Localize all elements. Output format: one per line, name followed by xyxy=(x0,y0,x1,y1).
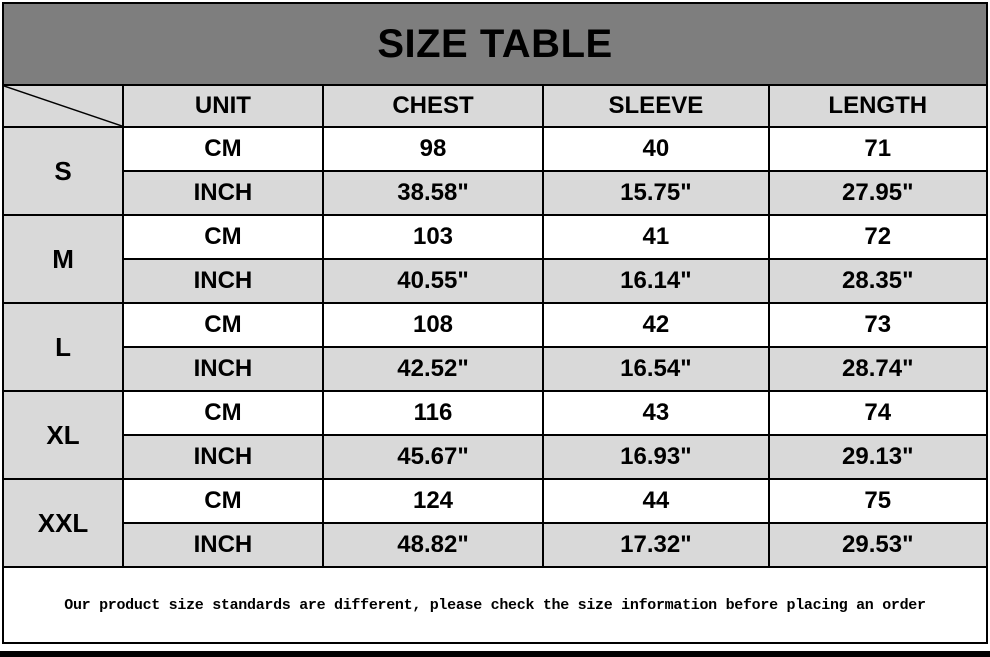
table-row xyxy=(3,391,987,435)
length-value-cell: 27.95" xyxy=(769,171,987,215)
sleeve-value-cell: 44 xyxy=(543,479,768,523)
table-row xyxy=(3,171,987,215)
sleeve-value-cell: 40 xyxy=(543,127,768,171)
length-value-cell: 72 xyxy=(769,215,987,259)
size-label-cell: S xyxy=(3,127,123,215)
chest-value-cell: 103 xyxy=(323,215,543,259)
size-label-cell: L xyxy=(3,303,123,391)
chest-value-cell: 48.82" xyxy=(323,523,543,567)
sleeve-value-cell: 16.14" xyxy=(543,259,768,303)
unit-label-cell: INCH xyxy=(123,347,323,391)
length-value-cell: 28.74" xyxy=(769,347,987,391)
length-value-cell: 74 xyxy=(769,391,987,435)
length-value-cell: 71 xyxy=(769,127,987,171)
unit-label-cell: CM xyxy=(123,215,323,259)
unit-label-cell: CM xyxy=(123,303,323,347)
column-header-chest: CHEST xyxy=(323,85,543,127)
sleeve-value-cell: 15.75" xyxy=(543,171,768,215)
unit-label-cell: INCH xyxy=(123,435,323,479)
sleeve-value-cell: 16.54" xyxy=(543,347,768,391)
unit-label-cell: INCH xyxy=(123,171,323,215)
sleeve-value-cell: 17.32" xyxy=(543,523,768,567)
footer-note-box xyxy=(2,566,988,644)
length-value-cell: 29.53" xyxy=(769,523,987,567)
column-header-unit: UNIT xyxy=(123,85,323,127)
table-row xyxy=(3,523,987,567)
table-row xyxy=(3,259,987,303)
size-label-cell: XXL xyxy=(3,479,123,567)
diagonal-header-cell xyxy=(3,85,123,127)
column-header-sleeve: SLEEVE xyxy=(543,85,768,127)
length-value-cell: 28.35" xyxy=(769,259,987,303)
unit-label-cell: CM xyxy=(123,127,323,171)
table-row xyxy=(3,303,987,347)
sleeve-value-cell: 16.93" xyxy=(543,435,768,479)
size-label-cell: XL xyxy=(3,391,123,479)
chest-value-cell: 45.67" xyxy=(323,435,543,479)
unit-label-cell: INCH xyxy=(123,259,323,303)
column-header-length: LENGTH xyxy=(769,85,987,127)
diagonal-line-icon xyxy=(4,86,122,126)
bottom-crop-bar xyxy=(0,651,990,657)
sleeve-value-cell: 42 xyxy=(543,303,768,347)
size-table-title: SIZE TABLE xyxy=(3,3,987,85)
length-value-cell: 73 xyxy=(769,303,987,347)
unit-label-cell: CM xyxy=(123,479,323,523)
unit-label-cell: CM xyxy=(123,391,323,435)
unit-label-cell: INCH xyxy=(123,523,323,567)
size-label-cell: M xyxy=(3,215,123,303)
table-row xyxy=(3,435,987,479)
table-row xyxy=(3,127,987,171)
chest-value-cell: 38.58" xyxy=(323,171,543,215)
sleeve-value-cell: 43 xyxy=(543,391,768,435)
chest-value-cell: 42.52" xyxy=(323,347,543,391)
chest-value-cell: 98 xyxy=(323,127,543,171)
chest-value-cell: 124 xyxy=(323,479,543,523)
table-row xyxy=(3,215,987,259)
chest-value-cell: 116 xyxy=(323,391,543,435)
chest-value-cell: 40.55" xyxy=(323,259,543,303)
length-value-cell: 29.13" xyxy=(769,435,987,479)
table-row xyxy=(3,479,987,523)
footer-note-text: Our product size standards are different, please check the size information before placing an order xyxy=(64,596,926,614)
chest-value-cell: 108 xyxy=(323,303,543,347)
size-table xyxy=(2,2,988,568)
sleeve-value-cell: 41 xyxy=(543,215,768,259)
table-row xyxy=(3,347,987,391)
length-value-cell: 75 xyxy=(769,479,987,523)
